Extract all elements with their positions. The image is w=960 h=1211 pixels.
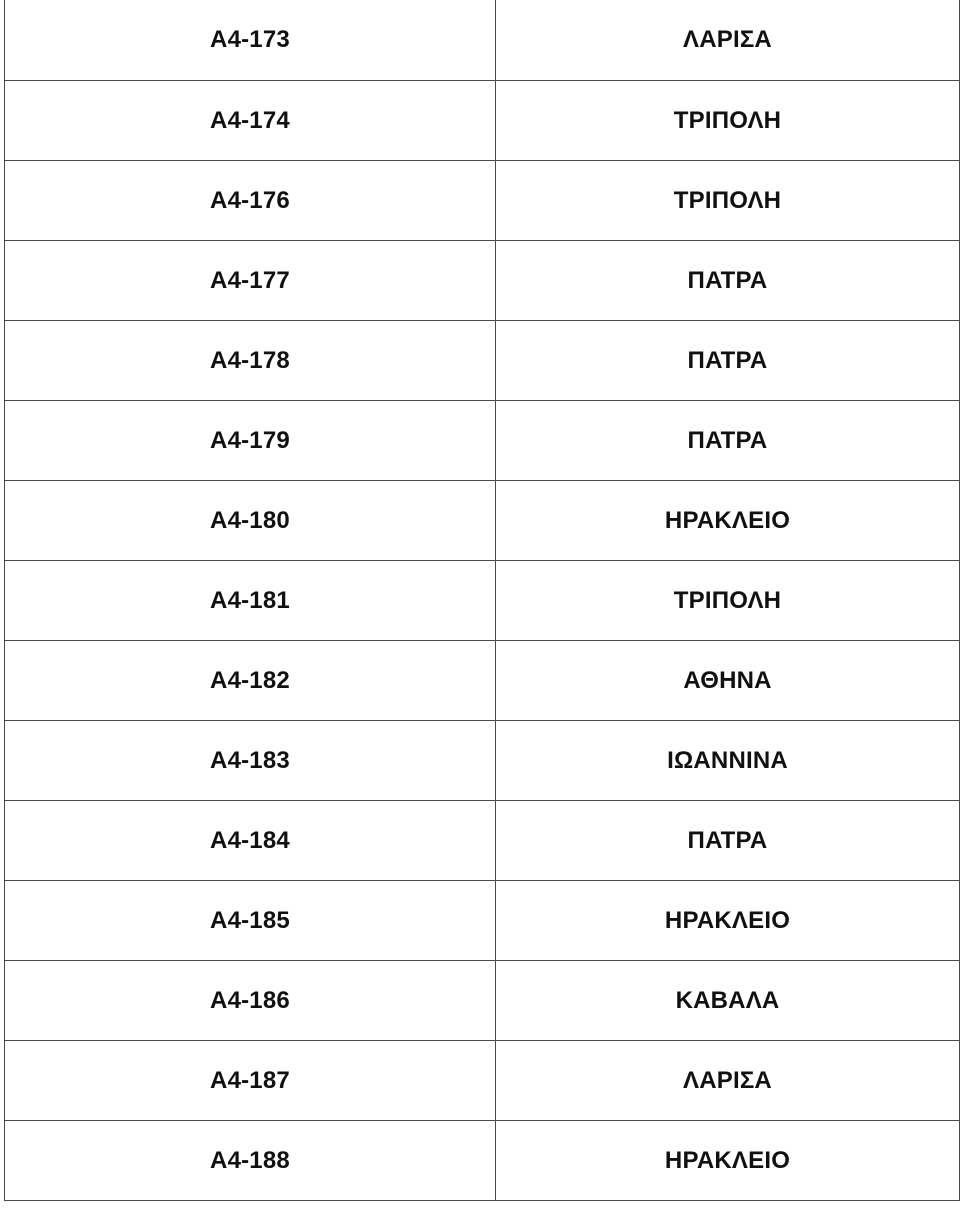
city-cell: ΤΡΙΠΟΛΗ xyxy=(496,561,960,641)
city-cell: ΛΑΡΙΣΑ xyxy=(496,1041,960,1121)
city-cell: ΤΡΙΠΟΛΗ xyxy=(496,81,960,161)
code-cell: A4-185 xyxy=(5,881,496,961)
code-cell: A4-178 xyxy=(5,321,496,401)
city-cell: ΤΡΙΠΟΛΗ xyxy=(496,161,960,241)
code-cell: A4-173 xyxy=(5,0,496,81)
table-row xyxy=(5,961,960,1041)
code-cell: A4-188 xyxy=(5,1121,496,1201)
code-city-table xyxy=(4,0,960,1201)
table-row xyxy=(5,1041,960,1121)
code-cell: A4-184 xyxy=(5,801,496,881)
table-row xyxy=(5,801,960,881)
table-row xyxy=(5,241,960,321)
city-cell: ΗΡΑΚΛΕΙΟ xyxy=(496,1121,960,1201)
table-row xyxy=(5,81,960,161)
code-cell: A4-180 xyxy=(5,481,496,561)
city-cell: ΠΑΤΡΑ xyxy=(496,401,960,481)
code-cell: A4-179 xyxy=(5,401,496,481)
city-cell: ΙΩΑΝΝΙΝΑ xyxy=(496,721,960,801)
table-row xyxy=(5,0,960,81)
table-row xyxy=(5,1121,960,1201)
city-cell: ΠΑΤΡΑ xyxy=(496,321,960,401)
table-body xyxy=(5,0,960,1201)
table-row xyxy=(5,561,960,641)
table-row xyxy=(5,401,960,481)
code-cell: A4-187 xyxy=(5,1041,496,1121)
city-cell: ΠΑΤΡΑ xyxy=(496,241,960,321)
table-row xyxy=(5,641,960,721)
code-cell: A4-177 xyxy=(5,241,496,321)
table-row xyxy=(5,481,960,561)
code-cell: A4-186 xyxy=(5,961,496,1041)
city-cell: ΚΑΒΑΛΑ xyxy=(496,961,960,1041)
code-cell: A4-183 xyxy=(5,721,496,801)
table-row xyxy=(5,721,960,801)
city-cell: ΗΡΑΚΛΕΙΟ xyxy=(496,881,960,961)
city-cell: ΗΡΑΚΛΕΙΟ xyxy=(496,481,960,561)
table-row xyxy=(5,881,960,961)
city-cell: ΠΑΤΡΑ xyxy=(496,801,960,881)
table-row xyxy=(5,161,960,241)
code-cell: A4-174 xyxy=(5,81,496,161)
city-cell: ΛΑΡΙΣΑ xyxy=(496,0,960,81)
city-cell: ΑΘΗΝΑ xyxy=(496,641,960,721)
code-cell: A4-181 xyxy=(5,561,496,641)
code-cell: A4-182 xyxy=(5,641,496,721)
table-row xyxy=(5,321,960,401)
code-cell: A4-176 xyxy=(5,161,496,241)
